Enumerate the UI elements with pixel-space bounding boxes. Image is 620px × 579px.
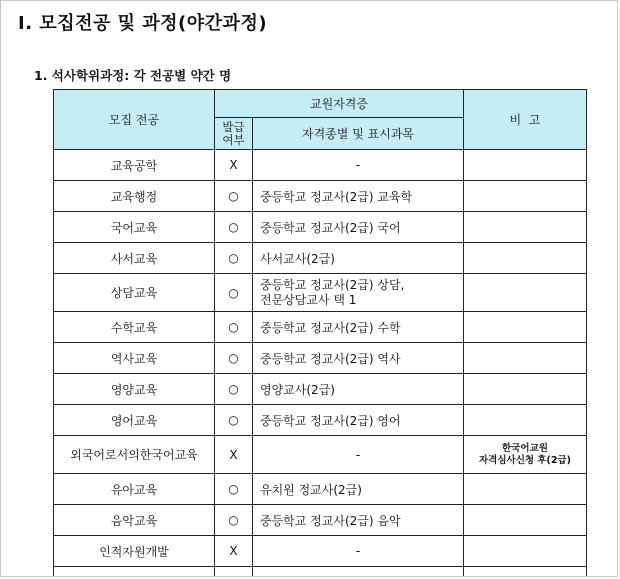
table-row (54, 474, 587, 505)
table-row (54, 505, 587, 536)
header-qualification: 교원자격증 (215, 90, 464, 118)
remark-cell (464, 536, 587, 567)
cert-cell: - (253, 150, 464, 181)
table-row (54, 181, 587, 212)
issue-cell: X (215, 150, 253, 181)
major-cell: 상담교육 (54, 274, 215, 312)
table-row (54, 312, 587, 343)
cert-cell: 중등학교 정교사(2급) 교육학 (253, 181, 464, 212)
major-cell: 음악교육 (54, 505, 215, 536)
major-cell: 사서교육 (54, 243, 215, 274)
table-row (54, 150, 587, 181)
issue-cell: ○ (215, 181, 253, 212)
remark-cell (464, 374, 587, 405)
issue-cell: ○ (215, 274, 253, 312)
remark-cell (464, 505, 587, 536)
table-row (54, 274, 587, 312)
cert-cell: 중등학교 정교사(2급) 역사 (253, 343, 464, 374)
remark-cell (464, 436, 587, 474)
cert-cell: 중등학교 정교사(2급) 음악 (253, 505, 464, 536)
cert-cell (253, 567, 464, 578)
remark-cell (464, 312, 587, 343)
major-cell (54, 567, 215, 578)
issue-cell: X (215, 536, 253, 567)
cert-cell: 유치원 정교사(2급) (253, 474, 464, 505)
cert-cell: 사서교사(2급) (253, 243, 464, 274)
table-row (54, 405, 587, 436)
header-cert-type: 자격종별 및 표시과목 (253, 118, 464, 150)
table-row (54, 374, 587, 405)
remark-line: 자격심사신청 후(2급) (478, 454, 572, 466)
remark-cell (464, 150, 587, 181)
remark-cell (464, 181, 587, 212)
major-cell: 외국어로서의한국어교육 (54, 436, 215, 474)
major-cell: 인적자원개발 (54, 536, 215, 567)
table-row (54, 536, 587, 567)
issue-cell: ○ (215, 505, 253, 536)
section-heading: 1. 석사학위과정: 각 전공별 약간 명 (34, 68, 232, 83)
table-row (54, 436, 587, 474)
remark-cell (464, 405, 587, 436)
issue-cell (215, 567, 253, 578)
remark-cell (464, 243, 587, 274)
cert-cell: 중등학교 정교사(2급) 수학 (253, 312, 464, 343)
remark-cell (464, 474, 587, 505)
table-row (54, 212, 587, 243)
majors-table (53, 89, 587, 577)
cert-cell (253, 274, 464, 312)
cert-cell: - (253, 436, 464, 474)
page-title: Ⅰ. 모집전공 및 과정(야간과정) (18, 13, 268, 34)
remark-cell (464, 212, 587, 243)
issue-cell: ○ (215, 212, 253, 243)
table-row (54, 567, 587, 578)
cert-cell: - (253, 536, 464, 567)
major-cell: 영어교육 (54, 405, 215, 436)
cert-cell: 중등학교 정교사(2급) 국어 (253, 212, 464, 243)
cert-cell: 영양교사(2급) (253, 374, 464, 405)
issue-cell: ○ (215, 374, 253, 405)
cert-cell: 중등학교 정교사(2급) 영어 (253, 405, 464, 436)
header-major: 모집 전공 (54, 90, 215, 150)
issue-cell: ○ (215, 474, 253, 505)
issue-cell: ○ (215, 343, 253, 374)
major-cell: 교육행정 (54, 181, 215, 212)
header-remarks: 비 고 (464, 90, 587, 150)
cert-line: 전문상담교사 택 1 (260, 292, 357, 307)
issue-cell: ○ (215, 243, 253, 274)
header-issue-line2: 여부 (222, 132, 245, 147)
issue-cell: ○ (215, 405, 253, 436)
table-row (54, 243, 587, 274)
major-cell: 유아교육 (54, 474, 215, 505)
remark-cell (464, 343, 587, 374)
remark-cell (464, 274, 587, 312)
issue-cell: X (215, 436, 253, 474)
header-issue (215, 118, 253, 150)
remark-line: 한국어교원 (502, 442, 548, 454)
major-cell: 국어교육 (54, 212, 215, 243)
major-cell: 영양교육 (54, 374, 215, 405)
major-cell: 교육공학 (54, 150, 215, 181)
cert-line: 중등학교 정교사(2급) 상담, (260, 277, 405, 292)
header-issue-line1: 발급 (222, 119, 245, 134)
issue-cell: ○ (215, 312, 253, 343)
remark-cell (464, 567, 587, 578)
major-cell: 수학교육 (54, 312, 215, 343)
table-row (54, 343, 587, 374)
major-cell: 역사교육 (54, 343, 215, 374)
